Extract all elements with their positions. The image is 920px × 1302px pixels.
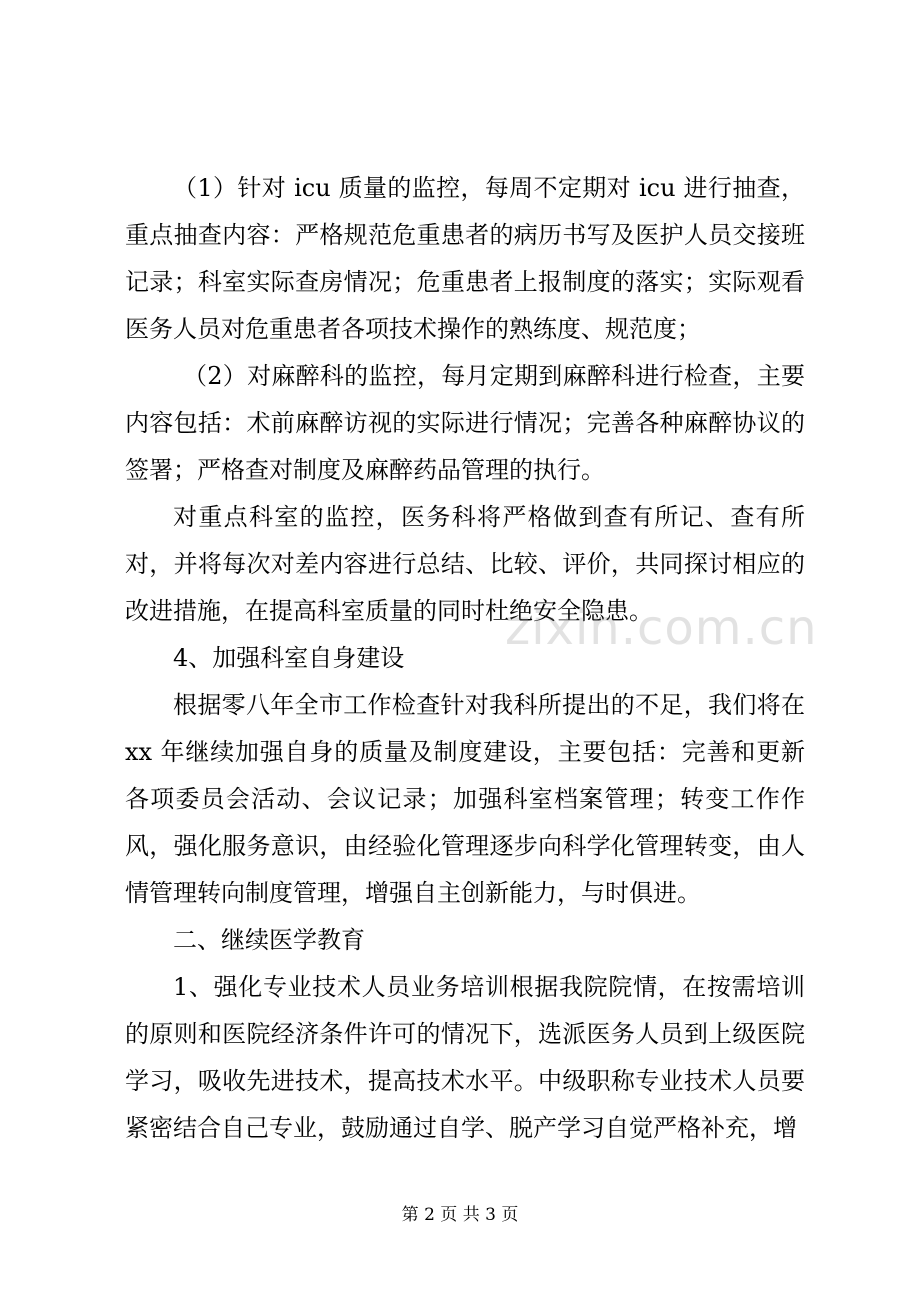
page-footer: 第 2 页 共 3 页 [401, 1205, 519, 1225]
paragraph-anesthesia-monitoring: （2）对麻醉科的监控，每月定期到麻醉科进行检查，主要内容包括：术前麻醉访视的实际进行情况；完善各种麻醉协议的签署；严格查对制度及麻醉药品管理的执行。 [125, 362, 805, 484]
paragraph-key-department-summary: 对重点科室的监控，医务科将严格做到查有所记、查有所对，并将每次对差内容进行总结、比较、评价，共同探讨相应的改进措施，在提高科室质量的同时杜绝安全隐患。 [125, 503, 805, 625]
paragraph-self-construction: 根据零八年全市工作检查针对我科所提出的不足，我们将在 xx 年继续加强自身的质量及制度建设，主要包括：完善和更新各项委员会活动、会议记录；加强科室档案管理；转变工作作风，强化服务意识，由经验化管理逐步向科学化管理转变，由人情管理转向制度管理，增强自主创新能力，与时俱进。 [125, 691, 805, 907]
section-heading-self-construction: 4、加强科室自身建设 [173, 644, 405, 672]
paragraph-staff-training: 1、强化专业技术人员业务培训根据我院院情，在按需培训的原则和医院经济条件许可的情况下，选派医务人员到上级医院学习，吸收先进技术，提高技术水平。中级职称专业技术人员要紧密结合自己专业，鼓励通过自学、脱产学习自觉严格补充，增 [125, 973, 805, 1142]
watermark: zixin.com.cn [505, 600, 818, 656]
section-heading-continuing-education: 二、继续医学教育 [173, 926, 365, 954]
paragraph-icu-monitoring: （1）针对 icu 质量的监控，每周不定期对 icu 进行抽查，重点抽查内容：严格规范危重患者的病历书写及医护人员交接班记录；科室实际查房情况；危重患者上报制度的落实；实际观看医务人员对危重患者各项技术操作的熟练度、规范度； [125, 174, 805, 343]
document-body [125, 165, 805, 1152]
